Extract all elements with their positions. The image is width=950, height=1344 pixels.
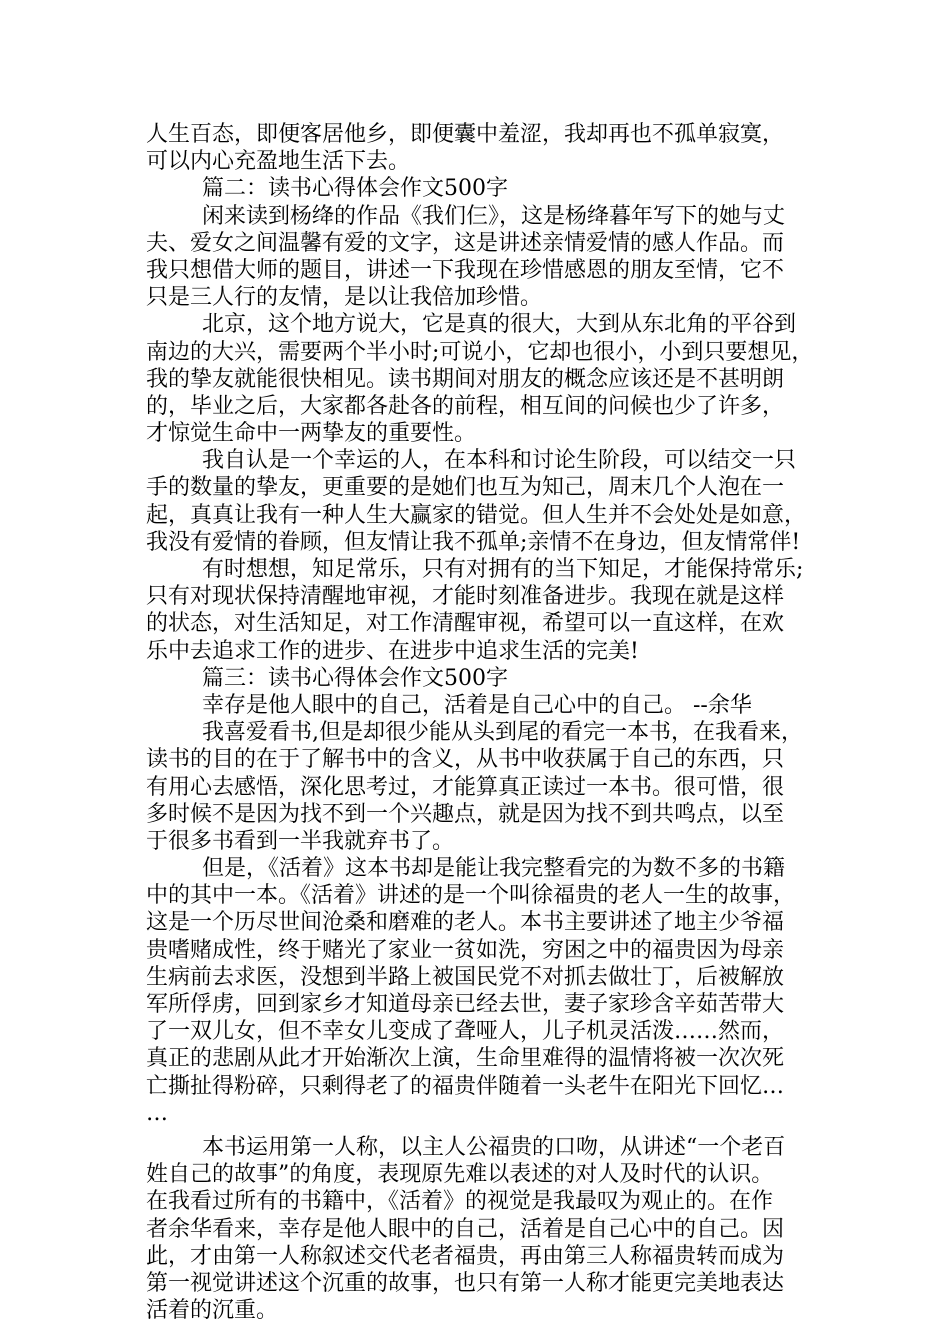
text-line: 中的其中一本。《活着》讲述的是一个叫徐福贵的老人一生的故事， xyxy=(146,883,796,909)
text-line: 活着的沉重。 xyxy=(146,1298,279,1324)
document-body xyxy=(146,121,814,1324)
text-line: 有用心去感悟，深化思考过，才能算真正读过一本书。很可惜，很 xyxy=(146,774,785,800)
text-line: … xyxy=(146,1100,168,1126)
text-line: 者余华看来，幸存是他人眼中的自己，活着是自己心中的自己。因 xyxy=(146,1216,785,1242)
text-line: 多时候不是因为找不到一个兴趣点，就是因为找不到共鸣点，以至 xyxy=(146,801,785,827)
text-line: 夫、爱女之间温馨有爱的文字，这是讲述亲情爱情的感人作品。而 xyxy=(146,230,785,256)
text-line: 我只想借大师的题目，讲述一下我现在珍惜感恩的朋友至情，它不 xyxy=(146,257,785,283)
text-line: 我自认是一个幸运的人，在本科和讨论生阶段，可以结交一只 xyxy=(202,448,797,474)
text-line: 在我看过所有的书籍中，《活着》的视觉是我最叹为观止的。在作 xyxy=(146,1189,774,1215)
text-line: 手的数量的挚友，更重要的是她们也互为知己，周末几个人泡在一 xyxy=(146,475,785,501)
text-line: 幸存是他人眼中的自己，活着是自己心中的自己。 --余华 xyxy=(202,692,752,718)
text-line: 于很多书看到一半我就弃书了。 xyxy=(146,828,455,854)
text-line: 有时想想，知足常乐，只有对拥有的当下知足，才能保持常乐; xyxy=(202,557,804,582)
text-line: 起，真真让我有一种人生大赢家的错觉。但人生并不会处处是如意， xyxy=(146,502,807,528)
text-line: 的，毕业之后，大家都各赴各的前程，相互间的问候也少了许多， xyxy=(146,393,785,419)
text-line: 我喜爱看书,但是却很少能从头到尾的看完一本书，在我看来， xyxy=(202,720,803,746)
text-line: 南边的大兴，需要两个半小时;可说小，它却也很小，小到只要想见， xyxy=(146,339,814,365)
text-line: 北京，这个地方说大，它是真的很大，大到从东北角的平谷到 xyxy=(202,312,797,338)
text-line: 人生百态，即便客居他乡，即便囊中羞涩，我却再也不孤单寂寞， xyxy=(146,122,785,147)
text-line: 姓自己的故事”的角度，表现原先难以表述的对人及时代的认识。 xyxy=(146,1162,774,1188)
text-line: 我的挚友就能很快相见。读书期间对朋友的概念应该还是不甚明朗 xyxy=(146,366,785,392)
text-line: 我没有爱情的眷顾，但友情让我不孤单;亲情不在身边，但友情常伴! xyxy=(146,529,801,555)
text-line: 可以内心充盈地生活下去。 xyxy=(146,149,411,175)
text-line: 闲来读到杨绛的作品《我们仨》，这是杨绛暮年写下的她与丈 xyxy=(202,203,786,229)
text-line: 第一视觉讲述这个沉重的故事，也只有第一人称才能更完美地表达 xyxy=(146,1270,785,1296)
text-line: 才惊觉生命中一两挚友的重要性。 xyxy=(146,421,477,447)
text-line: 贵嗜赌成性，终于赌光了家业一贫如洗，穷困之中的福贵因为母亲 xyxy=(146,937,785,963)
text-line: 只有对现状保持清醒地审视，才能时刻准备进步。我现在就是这样 xyxy=(146,584,785,610)
text-line: 的状态，对生活知足，对工作清醒审视，希望可以一直这样，在欢 xyxy=(146,611,785,637)
text-line: 但是，《活着》这本书却是能让我完整看完的为数不多的书籍 xyxy=(202,856,786,882)
text-line: 本书运用第一人称，以主人公福贵的口吻，从讲述“一个老百 xyxy=(202,1134,786,1160)
text-line: 军所俘虏，回到家乡才知道母亲已经去世，妻子家珍含辛茹苦带大 xyxy=(146,992,785,1017)
text-line: 生病前去求医，没想到半路上被国民党不对抓去做壮丁，后被解放 xyxy=(146,964,785,990)
text-line: 真正的悲剧从此才开始渐次上演，生命里难得的温情将被一次次死 xyxy=(146,1046,785,1072)
text-line: 篇二：读书心得体会作文500字 xyxy=(202,176,508,202)
text-line: 了一双儿女，但不幸女儿变成了聋哑人，儿子机灵活泼……然而， xyxy=(146,1019,785,1045)
text-line: 只是三人行的友情，是以让我倍加珍惜。 xyxy=(146,285,543,311)
text-line: 亡撕扯得粉碎，只剩得老了的福贵伴随着一头老牛在阳光下回忆… xyxy=(146,1073,785,1099)
text-line: 读书的目的在于了解书中的含义，从书中收获属于自己的东西，只 xyxy=(146,747,785,773)
text-line: 乐中去追求工作的进步、在进步中追求生活的完美! xyxy=(146,638,639,664)
text-line: 此，才由第一人称叙述交代老者福贵，再由第三人称福贵转而成为 xyxy=(146,1243,785,1269)
text-line: 这是一个历尽世间沧桑和磨难的老人。本书主要讲述了地主少爷福 xyxy=(146,910,785,936)
text-line: 篇三：读书心得体会作文500字 xyxy=(202,665,508,691)
